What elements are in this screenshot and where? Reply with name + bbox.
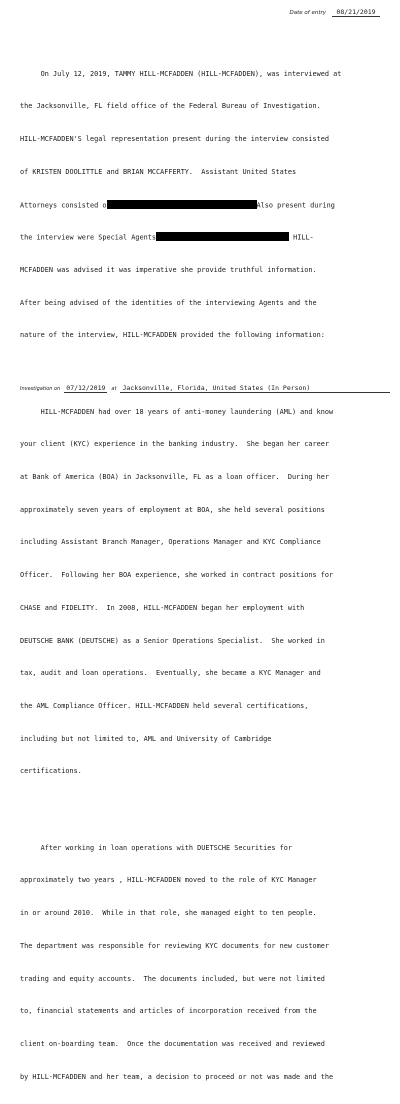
text-line: client on-boarding team. Once the documentation was received and reviewed (20, 1039, 325, 1048)
document-body (20, 36, 392, 1104)
investigation-location: Jacksonville, Florida, United States (In Person) (120, 384, 390, 393)
text-fragment: Also present during (256, 201, 335, 210)
text-line: MCFADDEN was advised it was imperative she provide truthful information. (20, 265, 317, 274)
text-line: in or around 2010. While in that role, she managed eight to ten people. (20, 909, 317, 918)
text-line-redacted (20, 200, 392, 211)
text-fragment: the interview were Special Agents (20, 233, 156, 242)
investigation-date: 07/12/2019 (66, 384, 106, 392)
text-line: After being advised of the identities of the interviewing Agents and the (20, 298, 317, 307)
text-line-redacted (20, 232, 392, 243)
text-line: at Bank of America (BOA) in Jacksonville, FL as a loan officer. During her (20, 473, 330, 482)
text-line: by HILL-MCFADDEN and her team, a decision to proceed or not was made and the (20, 1072, 334, 1081)
date-of-entry-value: 08/21/2019 (332, 8, 380, 17)
text-line: trading and equity accounts. The documents included, but were not limited (20, 974, 325, 983)
text-line: including Assistant Branch Manager, Operations Manager and KYC Compliance (20, 538, 321, 547)
date-of-entry-label: Date of entry (289, 10, 326, 16)
text-line: your client (KYC) experience in the banking industry. She began her career (20, 440, 330, 449)
text-line: approximately two years , HILL-MCFADDEN moved to the role of KYC Manager (20, 876, 317, 885)
text-line: the AML Compliance Officer. HILL-MCFADDEN held several certifications, (20, 701, 309, 710)
text-line: including but not limited to, AML and University of Cambridge (20, 734, 272, 743)
at-label: at (111, 386, 117, 392)
text-line: certifications. (20, 767, 82, 776)
text-line: approximately seven years of employment at BOA, she held several positions (20, 505, 325, 514)
text-fragment: Attorneys consisted o (20, 201, 107, 210)
text-line: On July 12, 2019, TAMMY HILL-MCFADDEN (HILL-MCFADDEN), was interviewed at (20, 69, 342, 78)
investigation-footer (20, 384, 390, 393)
text-line: HILL-MCFADDEN had over 18 years of anti-money laundering (AML) and know (20, 407, 334, 416)
text-line: CHASE and FIDELITY. In 2008, HILL-MCFADDEN began her employment with (20, 603, 305, 612)
text-line: DEUTSCHE BANK (DEUTSCHE) as a Senior Operations Specialist. She worked in (20, 636, 325, 645)
text-line: the Jacksonville, FL field office of the Federal Bureau of Investigation. (20, 102, 321, 111)
text-line: The department was responsible for reviewing KYC documents for new customer (20, 941, 330, 950)
text-line: tax, audit and loan operations. Eventually, she became a KYC Manager and (20, 669, 321, 678)
investigation-on-label: Investigation on (20, 386, 61, 392)
redaction-box (156, 232, 289, 241)
text-line: HILL-MCFADDEN'S legal representation present during the interview consisted (20, 135, 330, 144)
text-line: After working in loan operations with DUETSCHE Securities for (20, 843, 292, 852)
text-line: Officer. Following her BOA experience, she worked in contract positions for (20, 571, 334, 580)
text-line: of KRISTEN DOOLITTLE and BRIAN MCCAFFERTY. Assistant United States (20, 167, 297, 176)
redaction-box (107, 200, 257, 209)
text-line: nature of the interview, HILL-MCFADDEN provided the following information: (20, 331, 325, 340)
date-of-entry (290, 8, 381, 17)
text-fragment: HILL- (293, 233, 314, 242)
text-line: to, financial statements and articles of incorporation received from the (20, 1007, 317, 1016)
